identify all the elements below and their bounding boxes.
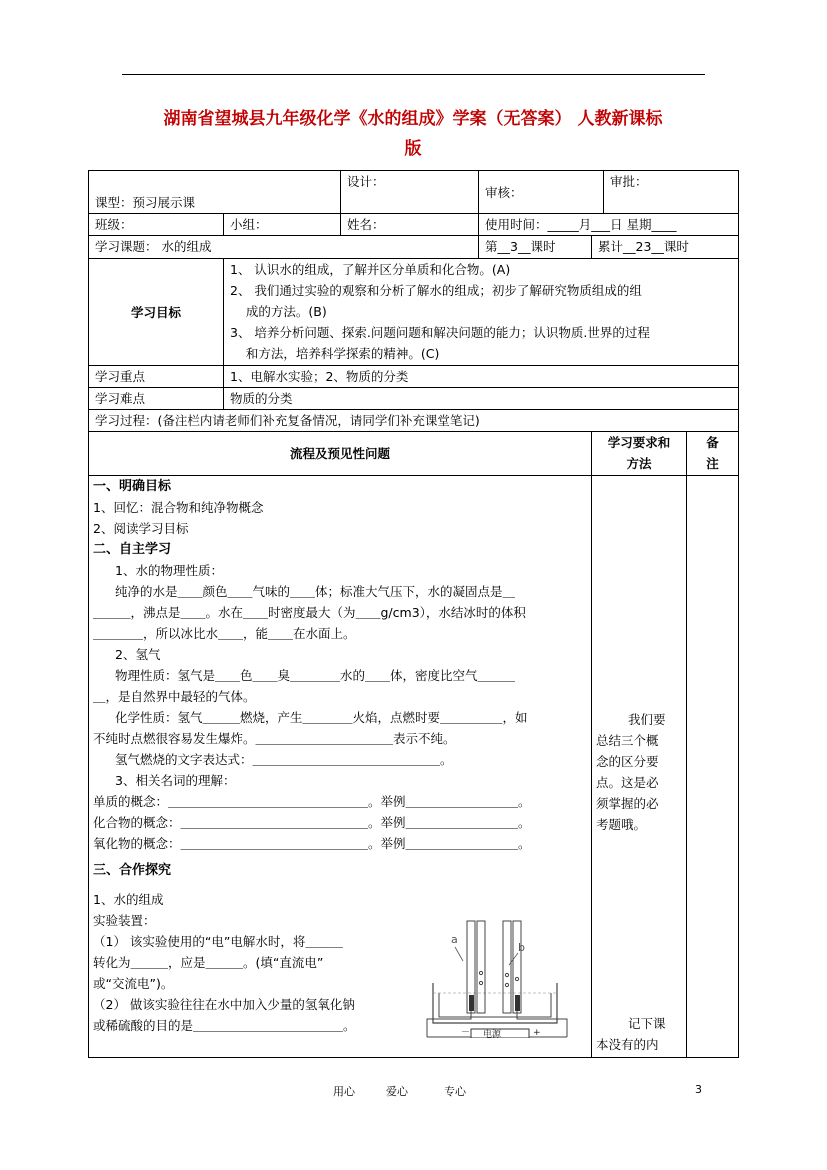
requirements-cell [592,476,687,1058]
req-header-line: 方法 [626,456,652,471]
process-line: 或稀硫酸的目的是＿＿＿＿＿＿＿＿＿＿＿＿。 [93,1018,356,1033]
goals-label: 学习目标 [130,304,181,320]
group-label: 小组： [230,217,268,232]
footer-text: 爱心 [386,1085,408,1098]
requirement-line: 考题哦。 [596,817,647,832]
requirement-line: 点。这是必 [596,775,659,790]
key-points-label: 学习重点 [95,369,146,384]
cumulative-cell [592,236,739,259]
process-line: 氧化物的概念：＿＿＿＿＿＿＿＿＿＿＿＿＿＿＿。举例＿＿＿＿＿＿＿＿＿。 [93,836,531,851]
process-line: ＿＿＿＿，所以冰比水＿＿，能＿＿在水面上。 [93,626,356,641]
process-line: 单质的概念：＿＿＿＿＿＿＿＿＿＿＿＿＿＿＿＿。举例＿＿＿＿＿＿＿＿＿。 [93,794,531,809]
class-cell [89,214,224,236]
process-note-cell [89,410,739,432]
approve-label: 审批： [610,174,648,189]
footer-text: 用心 [333,1085,355,1098]
difficulty-label-cell [89,388,224,410]
goal-item: 3、 培养分析问题、探索.问题问题和解决问题的能力；认识物质.世界的过程 [230,325,650,340]
requirement-line: 记下课 [628,1016,666,1031]
difficulty: 物质的分类 [230,391,293,406]
key-points: 1、电解水实验；2、物质的分类 [230,369,409,384]
class-label: 班级： [95,217,133,232]
note-header-line: 备 [706,435,719,450]
approve-cell [604,171,739,214]
title-line-1: 湖南省望城县九年级化学《水的组成》学案（无答案） 人教新课标 [163,109,663,129]
topic-cell [89,236,479,259]
process-line: 纯净的水是＿＿颜色＿＿气味的＿＿体；标准大气压下，水的凝固点是＿ [115,584,516,599]
section-heading: 一、明确目标 [93,479,172,494]
process-line: 2、氢气 [115,647,161,662]
period: 第__3__课时 [485,239,556,254]
req-header-cell [592,432,687,476]
cumulative: 累计__23__课时 [598,239,689,254]
minus-sign: － [461,1028,471,1038]
design-cell [341,171,479,214]
name-cell [341,214,479,236]
process-line: 物理性质：氢气是＿＿色＿＿臭＿＿＿＿水的＿＿体，密度比空气＿＿＿ [115,668,516,683]
requirement-line: 念的区分要 [596,754,659,769]
difficulty-label: 学习难点 [95,391,146,406]
goal-item: 2、 我们通过实验的观察和分析了解水的组成；初步了解研究物质组成的组 [230,283,642,298]
key-points-cell [224,366,739,388]
page-number: 3 [695,1083,702,1096]
group-cell [224,214,341,236]
process-note: 学习过程：(备注栏内请老师们补充复备情况，请同学们补充课堂笔记) [95,413,480,428]
requirement-line: 总结三个概 [596,733,659,748]
notes-cell [687,476,739,1058]
review-cell [479,171,604,214]
req-header-line: 学习要求和 [607,435,671,450]
goal-item: 1、 认识水的组成，了解并区分单质和化合物。(A) [230,262,511,277]
goal-item: 和方法，培养科学探索的精神。(C) [230,346,440,361]
process-line: 或“交流电”)。 [93,976,174,991]
design-label: 设计： [347,174,385,189]
header-rule [122,74,705,75]
process-line: 实验装置： [93,913,156,928]
flow-header: 流程及预见性问题 [289,446,390,461]
electrolysis-apparatus-icon [425,913,575,1038]
process-line: 1、水的组成 [93,892,164,907]
plus-sign: + [533,1028,541,1038]
requirement-line: 本没有的内 [596,1037,659,1052]
power-source-label: 电源 [483,1030,502,1038]
process-line: 化合物的概念：＿＿＿＿＿＿＿＿＿＿＿＿＿＿＿。举例＿＿＿＿＿＿＿＿＿。 [93,815,531,830]
process-line: ＿，是自然界中最轻的气体。 [93,689,256,704]
footer-text: 专心 [444,1085,466,1098]
apparatus-label-a: a [451,933,458,946]
note-header-cell [687,432,739,476]
process-line: 1、水的物理性质： [115,563,223,578]
process-line: （1） 该实验使用的“电”电解水时，将＿＿＿ [93,934,343,949]
process-line: 不纯时点燃很容易发生爆炸。＿＿＿＿＿＿＿＿＿＿＿表示不纯。 [93,731,456,746]
goals-cell [224,259,739,366]
course-type-cell [89,171,341,214]
key-points-label-cell [89,366,224,388]
process-line: 2、阅读学习目标 [93,521,189,536]
process-cell [89,476,592,1058]
goal-item: 成的方法。(B) [230,304,327,319]
flow-header-cell [89,432,592,476]
process-line: 1、回忆：混合物和纯净物概念 [93,500,264,515]
apparatus-label-b: b [518,941,525,954]
course-type: 课型：预习展示课 [95,195,196,210]
period-cell [479,236,592,259]
lesson-table [88,170,739,1058]
process-line: 转化为＿＿＿，应是＿＿＿。(填“直流电” [93,955,324,970]
document-title [88,104,738,164]
section-heading: 二、自主学习 [93,542,172,557]
name-label: 姓名： [347,217,385,232]
process-line: 3、相关名词的理解： [115,773,236,788]
requirement-line: 须掌握的必 [596,796,659,811]
difficulty-cell [224,388,739,410]
process-line: 化学性质：氢气＿＿＿燃烧，产生＿＿＿＿火焰，点燃时要＿＿＿＿＿，如 [115,710,528,725]
process-line: 氢气燃烧的文字表达式：＿＿＿＿＿＿＿＿＿＿＿＿＿＿＿。 [115,752,453,767]
requirement-line: 我们要 [628,712,666,727]
title-line-2: 版 [404,139,422,159]
process-line: （2） 做该实验往往在水中加入少量的氢氧化钠 [93,997,355,1012]
section-heading: 三、合作探究 [93,863,172,878]
use-time: 使用时间：_____月___日 星期____ [485,217,677,232]
review-label: 审核： [485,184,523,200]
process-line: ＿＿＿，沸点是＿＿。水在＿＿时密度最大（为＿＿g/cm3），水结冰时的体积 [93,605,526,620]
topic: 学习课题： 水的组成 [95,239,212,254]
goals-label-cell [89,259,224,366]
note-header-line: 注 [706,456,719,471]
use-time-cell [479,214,739,236]
